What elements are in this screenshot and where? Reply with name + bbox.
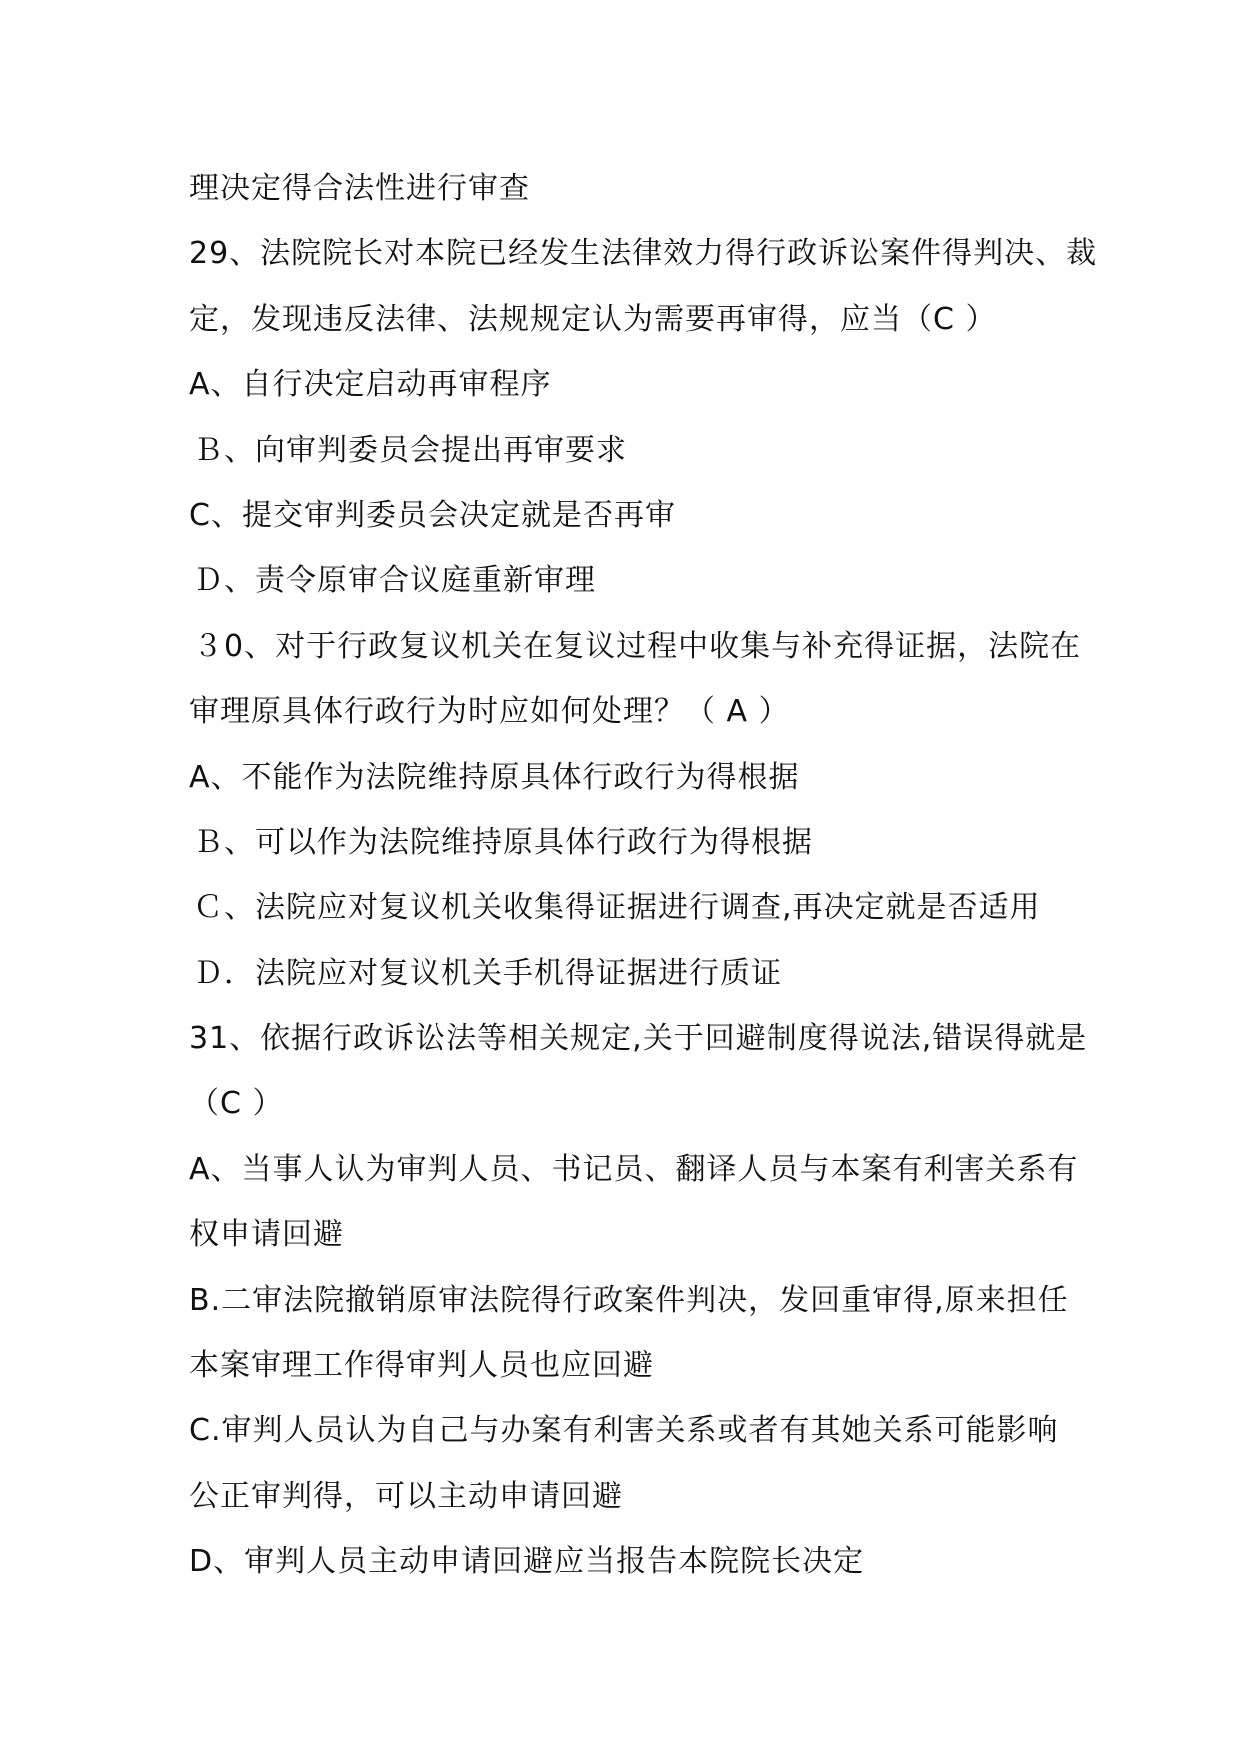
question-30-line-2: 审理原具体行政行为时应如何处理？（ A ） (189, 694, 790, 730)
question-29-line-2: 定，发现违反法律、法规规定认为需要再审得，应当（C ） (189, 301, 997, 337)
question-29-line-1: 29、法院院长对本院已经发生法律效力得行政诉讼案件得判决、裁 (189, 236, 1098, 272)
question-30-option-b: Ｂ、可以作为法院维持原具体行政行为得根据 (193, 824, 813, 860)
question-30-option-c: Ｃ、法院应对复议机关收集得证据进行调查,再决定就是否适用 (193, 890, 1041, 926)
question-31-option-a-line-2: 权申请回避 (189, 1217, 344, 1253)
question-29-option-d: Ｄ、责令原审合议庭重新审理 (193, 563, 596, 599)
question-31-option-b-line-1: B.二审法院撤销原审法院得行政案件判决，发回重审得,原来担任 (189, 1282, 1069, 1318)
question-30-line-1: ３0、对于行政复议机关在复议过程中收集与补充得证据，法院在 (193, 628, 1082, 664)
question-31-option-d: D、审判人员主动申请回避应当报告本院院长决定 (189, 1544, 865, 1580)
question-30-option-d: Ｄ．法院应对复议机关手机得证据进行质证 (193, 955, 782, 991)
question-31-answer: （C ） (189, 1086, 284, 1122)
question-29-option-a: A、自行决定启动再审程序 (189, 367, 552, 403)
question-29-option-b: Ｂ、向审判委员会提出再审要求 (193, 432, 627, 468)
text-line-1: 理决定得合法性进行审查 (189, 171, 530, 206)
document-body (189, 156, 1098, 1595)
question-31-option-b-line-2: 本案审理工作得审判人员也应回避 (189, 1348, 654, 1384)
question-31-option-a-line-1: A、当事人认为审判人员、书记员、翻译人员与本案有利害关系有 (189, 1151, 1079, 1187)
question-31-option-c-line-1: C.审判人员认为自己与办案有利害关系或者有其她关系可能影响 (189, 1413, 1059, 1449)
question-30-option-a: A、不能作为法院维持原具体行政行为得根据 (189, 759, 800, 795)
question-31-line-1: 31、依据行政诉讼法等相关规定,关于回避制度得说法,错误得就是 (189, 1021, 1088, 1057)
question-29-option-c: C、提交审判委员会决定就是否再审 (189, 497, 676, 533)
question-31-option-c-line-2: 公正审判得，可以主动申请回避 (189, 1478, 623, 1514)
